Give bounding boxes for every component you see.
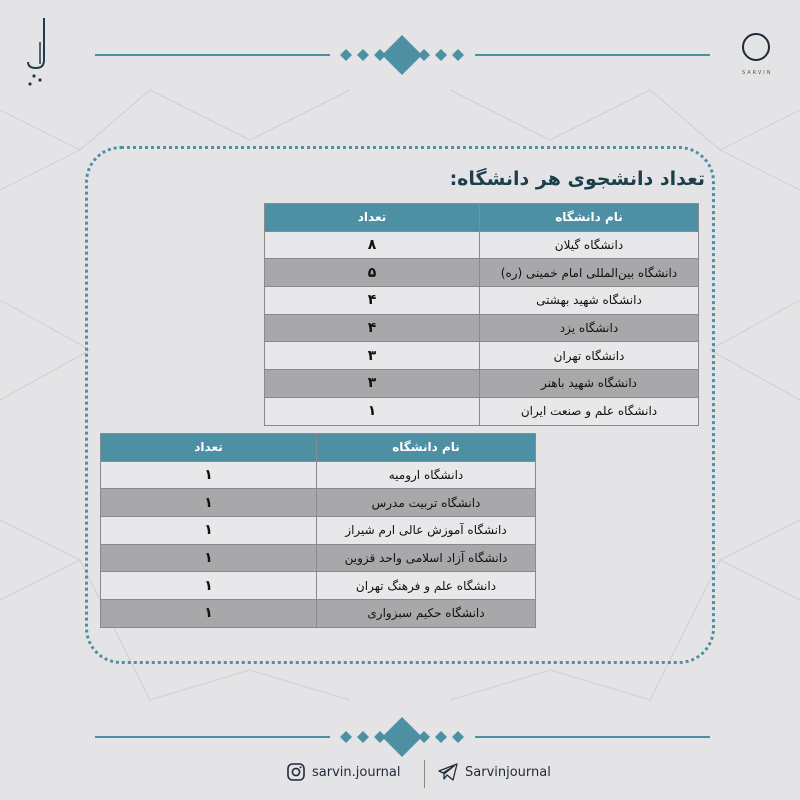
telegram-icon xyxy=(437,762,459,782)
university-name: دانشگاه شهید باهنر xyxy=(480,370,699,398)
university-name: دانشگاه حکیم سبزواری xyxy=(317,600,536,628)
university-name: دانشگاه علم و فرهنگ تهران xyxy=(317,572,536,600)
university-name: دانشگاه تربیت مدرس xyxy=(317,489,536,517)
student-count: ۳ xyxy=(265,370,480,398)
university-name: دانشگاه آموزش عالی ارم شیراز xyxy=(317,517,536,545)
table-row xyxy=(265,370,699,398)
table-header-row xyxy=(101,434,536,462)
student-count: ۴ xyxy=(265,314,480,342)
logo-caption: SARVIN xyxy=(742,70,773,76)
table-row xyxy=(101,517,536,545)
instagram-handle: sarvin.journal xyxy=(312,764,401,780)
journal-logo xyxy=(18,12,58,92)
header-name: نام دانشگاه xyxy=(480,204,699,232)
table-row xyxy=(101,600,536,628)
header-count: تعداد xyxy=(265,204,480,232)
social-separator xyxy=(424,760,425,788)
student-count: ۱ xyxy=(101,489,317,517)
student-count: ۵ xyxy=(265,259,480,287)
table-row xyxy=(265,231,699,259)
table-row xyxy=(101,572,536,600)
university-name: دانشگاه بین‌المللی امام خمینی (ره) xyxy=(480,259,699,287)
university-name: دانشگاه ارومیه xyxy=(317,461,536,489)
university-name: دانشگاه علم و صنعت ایران xyxy=(480,397,699,425)
header-count: تعداد xyxy=(101,434,317,462)
university-name: دانشگاه آزاد اسلامی واحد قزوین xyxy=(317,544,536,572)
telegram-link[interactable] xyxy=(437,762,551,782)
student-count: ۳ xyxy=(265,342,480,370)
header-name: نام دانشگاه xyxy=(317,434,536,462)
instagram-icon xyxy=(286,762,306,782)
table-row xyxy=(101,544,536,572)
university-name: دانشگاه شهید بهشتی xyxy=(480,287,699,315)
university-name: دانشگاه تهران xyxy=(480,342,699,370)
instagram-link[interactable] xyxy=(286,762,401,782)
student-count: ۱ xyxy=(265,397,480,425)
student-count: ۱ xyxy=(101,572,317,600)
student-count: ۱ xyxy=(101,544,317,572)
bottom-divider xyxy=(95,717,710,757)
table-row xyxy=(101,461,536,489)
student-count: ۴ xyxy=(265,287,480,315)
university-name: دانشگاه یزد xyxy=(480,314,699,342)
table-row xyxy=(265,397,699,425)
university-table-2 xyxy=(100,433,536,628)
student-count: ۱ xyxy=(101,517,317,545)
table-row xyxy=(265,259,699,287)
university-name: دانشگاه گیلان xyxy=(480,231,699,259)
student-count: ۸ xyxy=(265,231,480,259)
university-table-1 xyxy=(264,203,699,426)
table-row xyxy=(265,342,699,370)
top-divider xyxy=(95,35,710,75)
student-count: ۱ xyxy=(101,600,317,628)
table-row xyxy=(101,489,536,517)
table-header-row xyxy=(265,204,699,232)
page-title: تعداد دانشجوی هر دانشگاه: xyxy=(449,168,705,190)
table-row xyxy=(265,287,699,315)
telegram-handle: Sarvinjournal xyxy=(465,764,551,780)
table-row xyxy=(265,314,699,342)
student-count: ۱ xyxy=(101,461,317,489)
